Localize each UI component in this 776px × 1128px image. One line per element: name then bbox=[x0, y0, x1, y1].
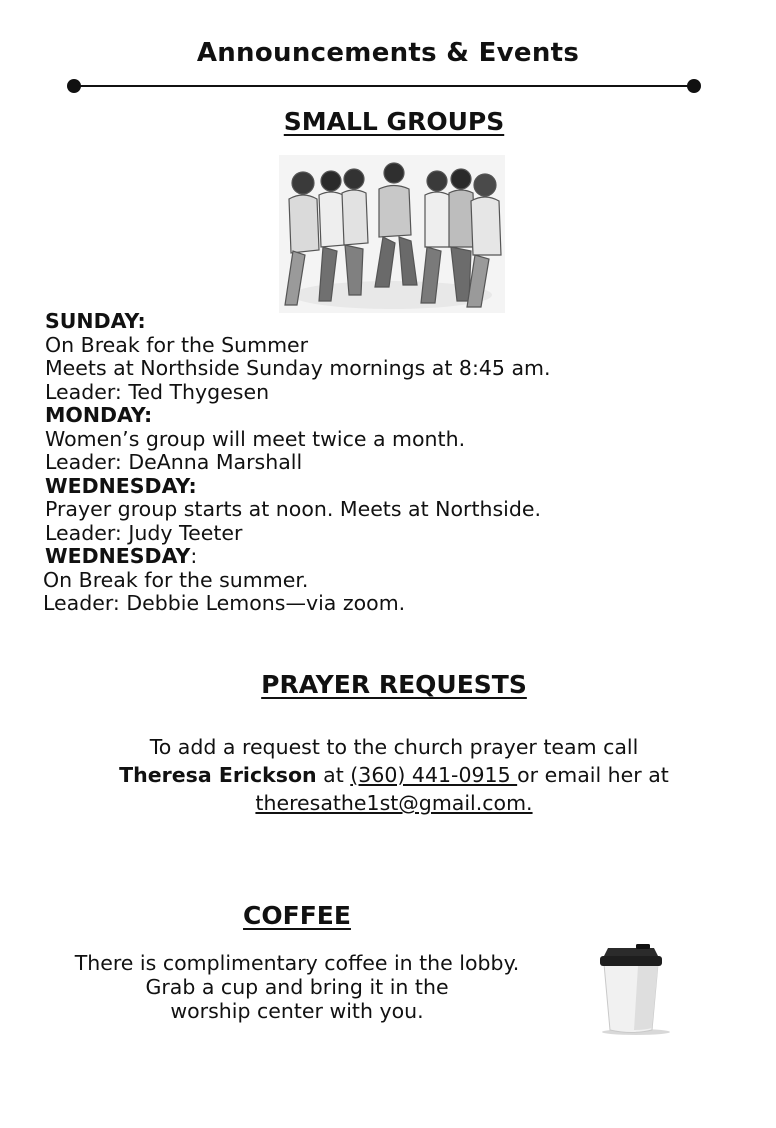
schedule-line: Women’s group will meet twice a month. bbox=[45, 426, 466, 451]
schedule-day-wednesday: WEDNESDAY: bbox=[45, 473, 197, 498]
coffee-heading: COFFEE bbox=[243, 901, 351, 930]
title-divider bbox=[74, 85, 694, 87]
schedule-day-wednesday-2 bbox=[45, 545, 551, 569]
small-groups-heading: SMALL GROUPS bbox=[283, 107, 505, 136]
email-link[interactable]: theresathe1st@gmail.com. bbox=[255, 791, 533, 815]
at-word: at bbox=[316, 763, 351, 787]
schedule-day-colon: : bbox=[190, 544, 198, 568]
schedule-day-monday: MONDAY: bbox=[45, 403, 153, 427]
prayer-line-2 bbox=[96, 761, 692, 789]
prayer-line-3 bbox=[96, 789, 692, 817]
schedule-line: On Break for the summer. bbox=[43, 567, 309, 592]
schedule-leader: Leader: DeAnna Marshall bbox=[45, 450, 303, 474]
prayer-line-1: To add a request to the church prayer team call bbox=[149, 735, 639, 759]
email-lead: or email her at bbox=[517, 763, 669, 787]
coffee-line-3: worship center with you. bbox=[170, 999, 424, 1023]
schedule-day-label: WEDNESDAY bbox=[45, 544, 191, 568]
schedule-leader: Leader: Ted Thygesen bbox=[45, 379, 270, 404]
page-title: Announcements & Events bbox=[196, 38, 580, 68]
schedule-leader: Leader: Debbie Lemons—via zoom. bbox=[43, 591, 406, 615]
schedule-day-sunday: SUNDAY: bbox=[45, 309, 146, 333]
coffee-line-2: Grab a cup and bring it in the bbox=[145, 975, 449, 999]
divider-dot-left bbox=[67, 79, 81, 93]
schedule-line: On Break for the Summer bbox=[45, 332, 309, 357]
small-group-illustration bbox=[279, 155, 505, 313]
small-groups-schedule bbox=[45, 310, 551, 616]
phone-link[interactable]: (360) 441-0915 bbox=[350, 763, 518, 787]
prayer-requests-heading: PRAYER REQUESTS bbox=[261, 670, 527, 699]
schedule-line: Meets at Northside Sunday mornings at 8:45 am. bbox=[45, 356, 551, 380]
coffee-cup-icon bbox=[592, 942, 676, 1038]
coffee-line-1: There is complimentary coffee in the lobby. bbox=[74, 951, 520, 975]
schedule-leader: Leader: Judy Teeter bbox=[45, 520, 243, 545]
contact-name: Theresa Erickson bbox=[119, 763, 317, 787]
coffee-text bbox=[0, 951, 594, 1023]
prayer-requests-text bbox=[96, 733, 692, 817]
schedule-line: Prayer group starts at noon. Meets at Northside. bbox=[45, 497, 542, 521]
divider-dot-right bbox=[687, 79, 701, 93]
